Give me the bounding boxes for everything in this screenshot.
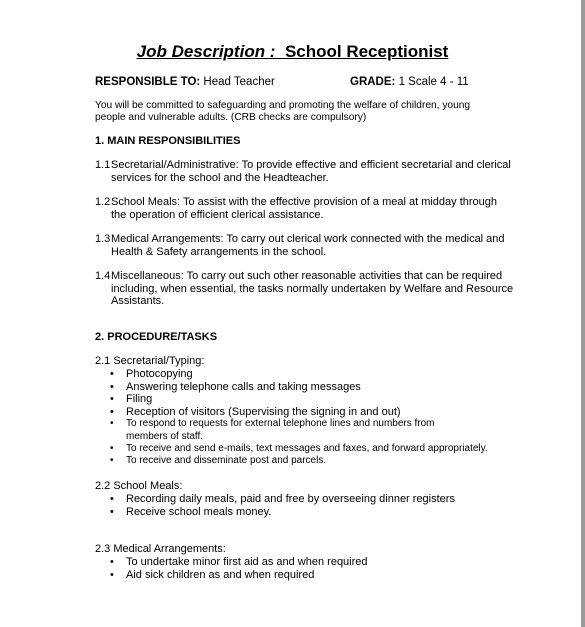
item-text: Medical Arrangements: To carry out clerical work connected with the medical and Health & Safety arrangements in the school. [111, 233, 505, 258]
document-title [0, 42, 585, 62]
list-item: • Answering telephone calls and taking messages [110, 381, 488, 394]
item-number: 1.4 [95, 270, 111, 282]
list-item: • To receive and disseminate post and parcels. [110, 455, 488, 467]
item-number: 1.3 [95, 233, 111, 245]
responsibility-item [95, 270, 515, 308]
medical-task-list [110, 556, 368, 581]
responsible-value: Head Teacher [203, 76, 275, 88]
subsection-heading-secretarial: 2.1 Secretarial/Typing: [95, 355, 205, 367]
list-item-continuation: members of staff. [126, 430, 204, 442]
responsibility-item [95, 196, 515, 221]
list-item: • Filing [110, 393, 488, 406]
title-role: School Receptionist [284, 42, 449, 61]
item-text: Secretarial/Administrative: To provide effective and efficient secretarial and clerical services for the school and the Headteacher. [111, 159, 511, 184]
intro-paragraph: You will be committed to safeguarding and promoting the welfare of children, young people and vulnerable adults. (CRB checks are compulsory) [95, 100, 471, 123]
list-item: • To undertake minor first aid as and when required [110, 556, 368, 569]
section-heading-procedure-tasks: 2. PROCEDURE/TASKS [95, 331, 218, 343]
item-number: 1.1 [95, 159, 111, 171]
section-heading-main-responsibilities: 1. MAIN RESPONSIBILITIES [95, 135, 241, 147]
grade [350, 76, 469, 88]
responsible-to [95, 76, 275, 88]
list-item: • Aid sick children as and when required [110, 569, 368, 582]
list-item: • To respond to requests for external telephone lines and numbers from [110, 418, 488, 430]
list-item: • To receive and send e-mails, text messages and faxes, and forward appropriately. [110, 443, 488, 455]
subsection-heading-school-meals: 2.2 School Meals: [95, 480, 183, 492]
item-number: 1.2 [95, 196, 111, 208]
responsibility-item [95, 233, 515, 258]
subsection-heading-medical-arrangements: 2.3 Medical Arrangements: [95, 543, 226, 555]
list-item: • Receive school meals money. [110, 506, 455, 519]
item-text: School Meals: To assist with the effective provision of a meal at midday through the operation of efficient clerical assistance. [111, 196, 498, 221]
school-meals-task-list [110, 493, 455, 518]
grade-label: GRADE: [350, 76, 396, 88]
responsibility-item [95, 159, 515, 184]
list-item: • Recording daily meals, paid and free by overseeing dinner registers [110, 493, 455, 506]
responsible-label: RESPONSIBLE TO: [95, 76, 201, 88]
list-item: • Reception of visitors (Supervising the signing in and out) [110, 406, 488, 419]
list-item: • Photocopying [110, 368, 488, 381]
item-text: Miscellaneous: To carry out such other reasonable activities that can be required including, when essential, the tasks normally undertaken by Welfare and Resource Assistants. [111, 270, 514, 307]
secretarial-task-list [110, 368, 488, 467]
title-label: Job Description : [136, 42, 276, 61]
grade-value: 1 Scale 4 - 11 [398, 76, 469, 88]
